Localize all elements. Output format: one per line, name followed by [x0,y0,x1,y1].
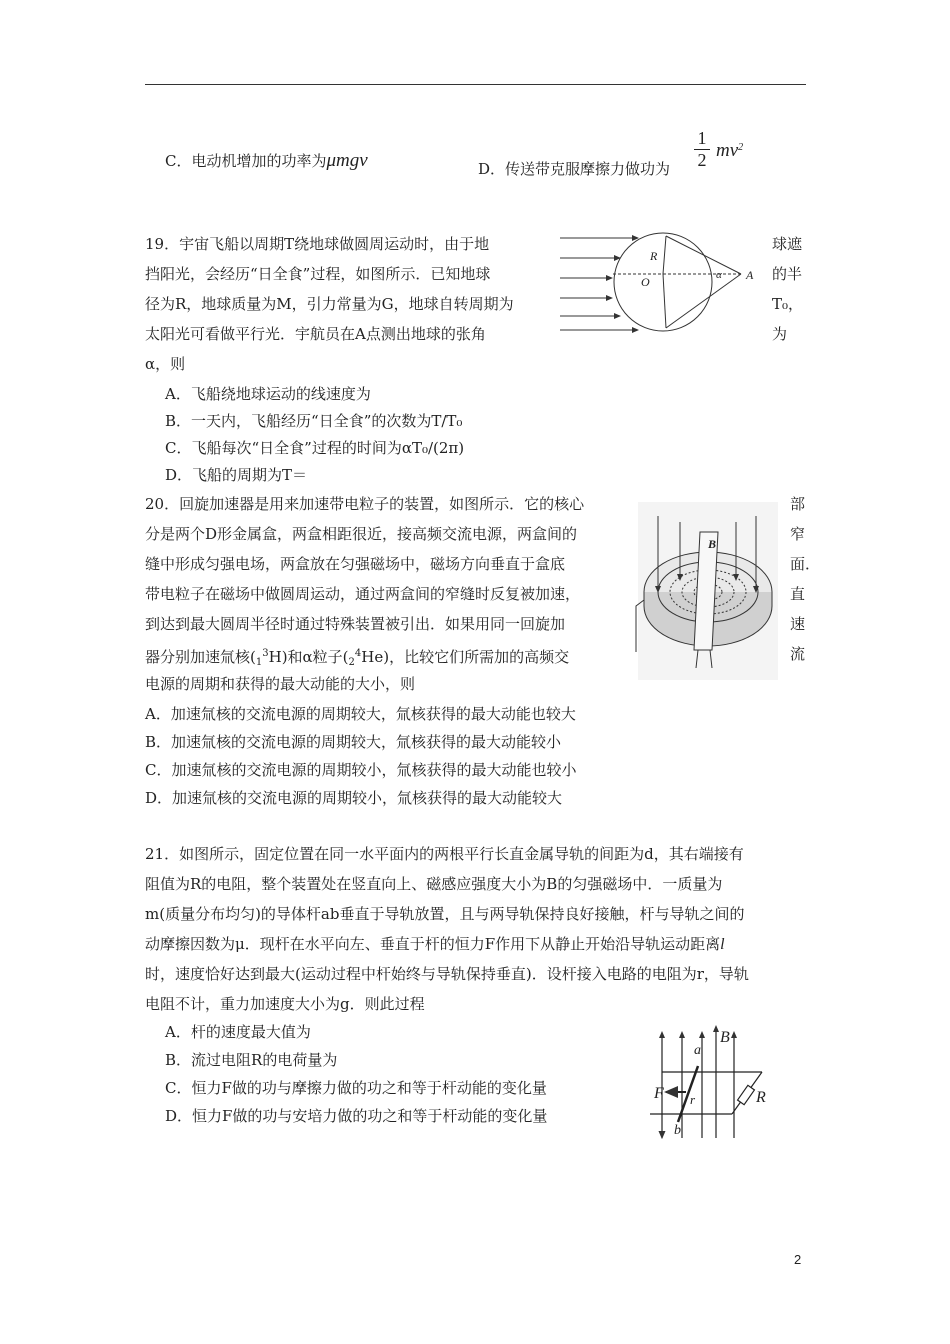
fig19-label-O: O [641,275,650,289]
exponent: 2 [738,142,744,153]
q21-line1: 21．如图所示，固定位置在同一水平面内的两根平行长直金属导轨的间距为d，其右端接有 [145,845,744,863]
q20-line1: 20．回旋加速器是用来加速带电粒子的装置，如图所示．它的核心 [145,495,585,513]
q20-option-c: C．加速氚核的交流电源的周期较小，氚核获得的最大动能也较小 [145,761,577,779]
q20-option-d: D．加速氚核的交流电源的周期较小，氚核获得的最大动能较大 [145,789,563,807]
q20-line2-right: 窄 [790,525,806,543]
fig19-label-A: A [746,268,754,282]
q20-cyclotron-figure [638,502,778,680]
q19-option-c: C．飞船每次“日全食”过程的时间为αT₀/(2π) [165,439,465,457]
q19-eclipse-figure [558,230,768,335]
q20-line3: 缝中形成匀强电场，两盒放在匀强磁场中，磁场方向垂直于盒底 [145,555,566,573]
option-c-line [165,150,368,172]
option-d-text: D．传送带克服摩擦力做功为 [478,160,671,178]
q20-line4-right: 直 [790,585,806,603]
fig19-label-R: R [650,249,658,263]
q20-line7: 电源的周期和获得的最大动能的大小，则 [145,675,416,693]
q20-line6-right: 流 [790,645,806,663]
q19-line4-right: 为 [772,325,788,343]
q20-line2: 分是两个D形金属盒，两盒相距很近，接高频交流电源，两盒间的 [145,525,578,543]
q20-line5: 到达到最大圆周半径时通过特殊装置被引出．如果用同一回旋加 [145,615,566,633]
fraction-denominator: 2 [694,149,710,170]
q19-line4: 太阳光可看做平行光．宇航员在A点测出地球的张角 [145,325,486,343]
q21-option-a: A．杆的速度最大值为 [165,1023,311,1041]
q21-line4: 动摩擦因数为μ．现杆在水平向左、垂直于杆的恒力F作用下从静止开始沿导轨运动距离l [145,935,725,953]
fig21-label-a: a [694,1043,701,1058]
option-c-formula: μmgv [326,150,368,171]
fig21-label-B: B [720,1029,730,1046]
q19-line3-right: T₀， [772,295,804,313]
option-d-formula: $mv^2$ [716,140,744,161]
q20-option-b: B．加速氚核的交流电源的周期较大，氚核获得的最大动能较小 [145,733,562,751]
q19-line1-right: 球遮 [772,235,803,253]
q20-line4: 带电粒子在磁场中做圆周运动，通过两盒间的窄缝时反复被加速， [145,585,581,603]
fig21-label-F: F [654,1085,664,1102]
fraction-numerator: 1 [697,128,707,148]
q20-line3-right: 面． [790,555,821,573]
q19-line5: α，则 [145,355,186,373]
header-rule [145,84,806,85]
q21-option-c: C．恒力F做的功与摩擦力做的功之和等于杆动能的变化量 [165,1079,547,1097]
q19-line3: 径为R，地球质量为M，引力常量为G，地球自转周期为 [145,295,514,313]
fig19-label-alpha: α [716,269,722,281]
q20-line1-right: 部 [790,495,806,513]
fig21-label-r: r [690,1092,696,1107]
q19-line2: 挡阳光，会经历“日全食”过程，如图所示．已知地球 [145,265,491,283]
q21-line6: 电阻不计，重力加速度大小为g．则此过程 [145,995,425,1013]
q19-option-a: A．飞船绕地球运动的线速度为 [165,385,371,403]
q21-line3: m(质量分布均匀)的导体杆ab垂直于导轨放置，且与两导轨保持良好接触，杆与导轨之间的 [145,905,745,923]
q21-rail-figure [650,1028,780,1140]
option-c-text: C．电动机增加的功率为 [165,152,327,170]
page-number: 2 [794,1252,802,1267]
fig20-label-B: B [708,537,717,551]
q20-line6: 器分别加速氚核$(_1^3H)$和α粒子$(_2^4He)$，比较它们所需加的高频交 [145,648,570,668]
q21-option-b: B．流过电阻R的电荷量为 [165,1051,338,1069]
q19-option-d: D．飞船的周期为T＝ [165,466,308,484]
q20-line5-right: 速 [790,615,806,633]
q21-line5: 时，速度恰好达到最大(运动过程中杆始终与导轨保持垂直)．设杆接入电路的电阻为r，导轨 [145,965,749,983]
fig21-label-b: b [674,1123,681,1138]
q19-line2-right: 的半 [772,265,803,283]
q20-option-a: A．加速氚核的交流电源的周期较大，氚核获得的最大动能也较大 [145,705,576,723]
q21-line2: 阻值为R的电阻，整个装置处在竖直向上、磁感应强度大小为B的匀强磁场中．一质量为 [145,875,723,893]
option-d-fraction [694,128,710,170]
fig21-label-R: R [756,1089,766,1106]
q19-line1: 19．宇宙飞船以周期T绕地球做圆周运动时，由于地 [145,235,490,253]
q19-option-b: B．一天内，飞船经历“日全食”的次数为T/T₀ [165,412,463,430]
q21-option-d: D．恒力F做的功与安培力做的功之和等于杆动能的变化量 [165,1107,548,1125]
